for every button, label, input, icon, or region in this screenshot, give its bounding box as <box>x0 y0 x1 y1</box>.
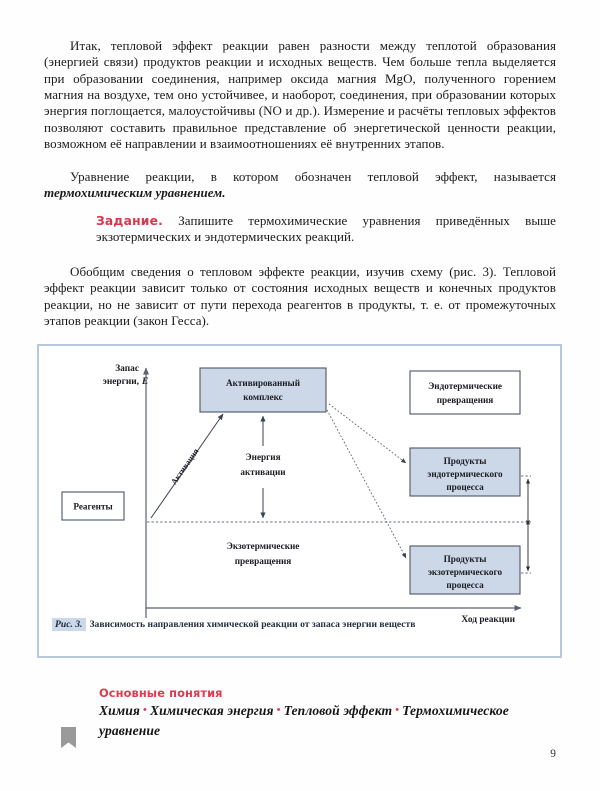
concept-separator: • <box>395 704 400 716</box>
task-paragraph <box>96 213 556 246</box>
activation-energy-label-line1: Энергия <box>245 452 281 462</box>
box-endothermic-transformations-line1: Эндотермические <box>428 381 502 391</box>
key-concept-item: Тепловой эффект <box>283 703 393 718</box>
paragraph-3: Обобщим сведения о тепловом эффекте реакции, изучив схему (рис. 3). Тепловой эффект реакции зависит только от состояния исходных веществ и конечных продуктов реакции, но не зависит от пути перехода реагентов в продукты, т. е. от промежуточных этапов реакции (закон Гесса). <box>44 264 556 329</box>
box-activated-complex <box>200 368 326 412</box>
paragraph-block-3 <box>44 264 556 329</box>
key-concept-item: Химическая энергия <box>149 703 274 718</box>
figure-panel <box>37 344 562 658</box>
box-exothermic-products-line3: процесса <box>446 580 484 590</box>
x-axis-label: Ход реакции <box>461 615 515 625</box>
box-endothermic-transformations <box>410 371 520 414</box>
key-concept-item: Химия <box>99 703 141 718</box>
key-concepts-block <box>99 686 559 739</box>
box-activated-complex-line1: Активированный <box>225 378 301 388</box>
dotted-arrow-to-endo-products <box>329 404 406 463</box>
box-endothermic-products-line3: процесса <box>446 482 484 492</box>
key-concepts-list <box>99 702 559 739</box>
bookmark-icon <box>59 726 78 750</box>
paragraph-2-lead: Уравнение реакции, в котором обозначен тепловой эффект, называется <box>70 169 556 184</box>
exothermic-transformations-line1: Экзотермические <box>226 541 300 551</box>
box-endothermic-products-line1: Продукты <box>443 456 487 466</box>
box-exothermic-products-line2: экзотермического <box>427 567 503 577</box>
y-axis-label-line2: энергии, <box>102 377 139 387</box>
key-concept-item: Термохимическое уравнение <box>99 703 509 738</box>
paragraph-block-2 <box>44 169 556 202</box>
term-thermochemical-equation: термохимическим уравнением. <box>44 185 226 201</box>
figure-caption <box>52 618 550 631</box>
box-activated-complex-line2: комплекс <box>243 392 283 402</box>
y-axis-label-line1: Запас <box>115 364 139 374</box>
activation-arrow-label: Активация <box>169 446 201 487</box>
paragraph-block-1 <box>44 38 556 152</box>
box-endothermic-transformations-line2: превращения <box>436 395 494 405</box>
activation-energy-label-line2: активации <box>240 467 286 477</box>
paragraph-1: Итак, тепловой эффект реакции равен разности между теплотой образования (энергией связи) продуктов реакции и исходных веществ. Чем больше тепла выделяется при образовании соединения, например оксида магния MgO, полученного горением магния на воздухе, тем оно устойчивее, и наоборот, соединения, при образовании которых энергия поглощается, малоустойчивы (NO и др.). Измерение и расчёты тепловых эффектов позволяют составить правильное представление об энергетической ценности реакции, возможном её направлении и взаимоотношениях её внутренних этапов. <box>44 38 556 152</box>
figure-caption-text: Зависимость направления химической реакции от запаса энергии веществ <box>89 619 416 630</box>
task-label: Задание. <box>96 214 163 228</box>
exothermic-transformations-line2: превращения <box>234 556 292 566</box>
y-axis-label-symbol: E <box>142 377 149 387</box>
concept-separator: • <box>143 704 147 716</box>
box-exothermic-products-line1: Продукты <box>443 554 487 564</box>
paragraph-2 <box>44 169 556 202</box>
task-block <box>96 213 556 246</box>
page-number: 9 <box>550 748 556 760</box>
task-text: Запишите термохимические уравнения приведённых выше экзотермических и эндотермических реакций. <box>96 213 556 245</box>
box-endothermic-products-line2: эндотермического <box>427 469 503 479</box>
figure-caption-tag: Рис. 3. <box>52 618 86 631</box>
key-concepts-title: Основные понятия <box>99 686 223 700</box>
box-reagents-label: Реагенты <box>73 501 113 512</box>
concept-separator: • <box>276 704 281 716</box>
